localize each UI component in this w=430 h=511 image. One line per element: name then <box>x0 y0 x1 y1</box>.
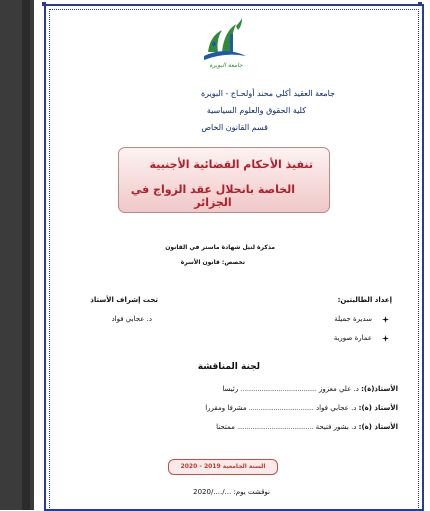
member-dots: ........................................ <box>240 386 317 393</box>
thesis-title-box <box>118 147 330 213</box>
member-name: د. بشور فتيحة <box>315 423 357 431</box>
corner-ornament <box>418 2 422 6</box>
academic-year-badge: السنة الجامعية 2019 - 2020 <box>168 459 278 475</box>
bullet-diamond-icon <box>382 316 389 323</box>
discussion-date: نوقشت يوم: .../..../2020 <box>193 488 270 496</box>
faculty-name: كلية الحقوق والعلوم السياسية <box>206 106 306 115</box>
committee-title: لجنة المناقشة <box>197 362 260 372</box>
member-prefix: الأستاذ(ة): <box>361 385 398 393</box>
students-label: إعداد الطالبتين: <box>337 296 392 304</box>
department-name: قسم القانون الخاص <box>201 123 268 132</box>
corner-ornament <box>42 2 46 6</box>
left-dark-bar-inner <box>22 0 30 510</box>
thesis-specialty: تخصص: قانون الأسرة <box>180 259 245 266</box>
student-name-2: عمارة صورية <box>333 334 372 342</box>
member-prefix: الأستاذ (ة): <box>358 423 398 431</box>
thesis-title-line1: تنفيذ الأحكام القضائية الأجنبية <box>149 158 313 171</box>
supervisor-label: تحت إشراف الأستاذ <box>90 296 158 304</box>
thesis-purpose: مذكرة لنيل شهادة ماستر في القانون <box>165 244 275 251</box>
member-role: ممتحنا <box>216 423 235 431</box>
logo-caption: جامعة البويرة <box>209 62 243 69</box>
member-role: رئيسا <box>222 385 239 393</box>
member-role: مشرفا ومقررا <box>205 404 247 412</box>
committee-member-row <box>68 385 398 393</box>
student-name-1: سديرة جميلة <box>334 315 372 323</box>
member-prefix: الأستاذ (ة): <box>358 404 398 412</box>
member-name: د. علي معزوز <box>318 385 359 393</box>
university-name: جامعة العقيد أكلي محند أولحـاج - البويرة <box>200 89 335 98</box>
member-name: د. عجابي فواد <box>315 404 357 412</box>
committee-member-row <box>68 404 398 412</box>
member-dots: .................................. <box>248 405 314 412</box>
thesis-title-line2: الخاصة بانحلال عقد الزواج في الجزائر <box>130 183 296 209</box>
committee-member-row <box>68 423 398 431</box>
supervisor-name: د. عجابي فواد <box>111 315 152 323</box>
bullet-diamond-icon <box>382 335 389 342</box>
university-logo-icon <box>200 16 250 64</box>
member-dots: ........................................ <box>237 424 314 431</box>
